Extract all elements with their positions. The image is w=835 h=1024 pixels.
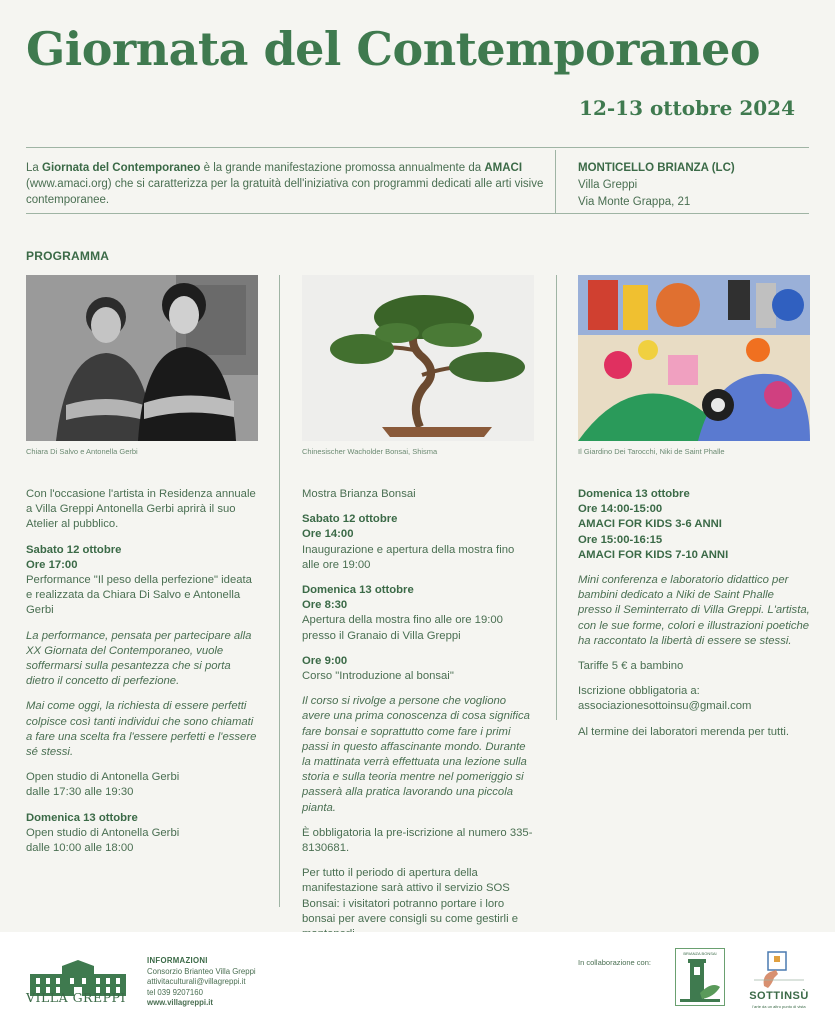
col2-day-sunday: Domenica 13 ottobre [302, 584, 414, 597]
col3-time-1: Ore 14:00-15:00 [578, 503, 663, 516]
intro-t3: (www.amaci.org) che si caratterizza per la gratuità dell'iniziativa con programmi dedicati alle arti visive contemporanee. [26, 178, 544, 206]
divider-col1 [279, 275, 280, 907]
col1-description-2: Mai come oggi, la richiesta di essere perfetti colpisce così tanti individui che sono chiamati a fare una scelta fra l'essere perfetti e l'essere sé stessi. [26, 700, 257, 759]
program-column-2 [302, 275, 534, 952]
villa-greppi-logo-text: VILLA GREPPI [26, 990, 126, 1005]
intro-t2: è la grande manifestazione promossa annualmente da [200, 162, 485, 174]
info-heading: INFORMAZIONI [147, 956, 208, 965]
collaboration-label: In collaborazione con: [578, 958, 651, 967]
program-column-1 [26, 275, 258, 856]
sottinsu-logo-text: SOTTINSÙ [749, 990, 809, 1002]
photo-caption: Il Giardino Dei Tarocchi, Niki de Saint Phalle [578, 447, 725, 456]
col2-day-saturday: Sabato 12 ottobre [302, 513, 398, 526]
col2-text-inauguration: Inaugurazione e apertura della mostra fino alle ore 19:00 [302, 543, 515, 571]
intro-event-name: Giornata del Contemporaneo [42, 162, 201, 174]
intro-t1: La [26, 162, 42, 174]
sottinsu-hand-icon [744, 950, 814, 990]
photo-caption: Chiara Di Salvo e Antonella Gerbi [26, 447, 138, 456]
col1-day-sunday: Domenica 13 ottobre [26, 811, 138, 824]
col1-open-studio-2-time: dalle 10:00 alle 18:00 [26, 842, 134, 855]
venue-info [578, 160, 735, 211]
bonsai-illustration [302, 275, 534, 441]
col3-kids-7-10: AMACI FOR KIDS 7-10 ANNI [578, 548, 729, 561]
col3-email-link[interactable]: associazionesottoinsu@gmail.com [578, 700, 752, 713]
col3-kids-3-6: AMACI FOR KIDS 3-6 ANNI [578, 518, 722, 531]
info-email-link[interactable]: attivitaculturali@villagreppi.it [147, 977, 246, 986]
divider-mid [26, 213, 809, 214]
artists-photo-illustration [26, 275, 258, 441]
footer-info [147, 956, 256, 1009]
sottinsu-logo [744, 950, 814, 1010]
col2-text-opening: Apertura della mostra fino alle ore 19:00 presso il Granaio di Villa Greppi [302, 614, 503, 642]
col2-text-course: Corso "Introduzione al bonsai" [302, 670, 454, 683]
intro-text [26, 160, 546, 208]
col2-time-0830: Ore 8:30 [302, 599, 348, 612]
brianza-bonsai-logo-text: BRIANZA BONSAI [683, 951, 717, 956]
info-website-link[interactable]: www.villagreppi.it [147, 998, 213, 1007]
venue-address: Via Monte Grappa, 21 [578, 196, 691, 208]
col3-day-sunday: Domenica 13 ottobre [578, 488, 690, 500]
program-heading: PROGRAMMA [26, 249, 110, 263]
info-phone: tel 039 9207160 [147, 987, 203, 997]
col2-sos-bonsai: Per tutto il periodo di apertura della manifestazione sarà attivo il servizio SOS Bonsai: i visitatori potranno portare i loro bonsai per avere consigli su come gestirli e [302, 867, 519, 925]
divider-top [26, 147, 809, 148]
tarot-garden-illustration [578, 275, 810, 441]
brianza-bonsai-logo [675, 948, 725, 1006]
col1-time-1700: Ore 17:00 [26, 558, 78, 571]
photo-tarot-garden [578, 275, 810, 441]
intro-amaci: AMACI [484, 162, 523, 174]
col3-description: Mini conferenza e laboratorio didattico per bambini dedicato a Niki de Saint Phalle presso il Seminterrato di Villa Greppi. L'artista, con le sue forme, colori e illustrazioni poetiche ha raccontato la libertà di essere se stessi. [578, 574, 810, 647]
col3-time-2: Ore 15:00-16:15 [578, 533, 663, 546]
col1-open-studio-1-time: dalle 17:30 alle 19:30 [26, 786, 134, 799]
event-dates: 12-13 ottobre 2024 [579, 96, 795, 120]
venue-name: Villa Greppi [578, 179, 638, 191]
col1-description-1: La performance, pensata per partecipare alla XX Giornata del Contemporaneo, vuole soffermarsi sulla pesantezza che si porta dietro il concetto di perfezione. [26, 629, 252, 688]
page-title: Giornata del Contemporaneo [26, 22, 761, 76]
photo-bonsai [302, 275, 534, 441]
col1-open-studio-1: Open studio di Antonella Gerbi [26, 771, 180, 784]
photo-artists [26, 275, 258, 441]
col1-open-studio-2: Open studio di Antonella Gerbi [26, 826, 180, 839]
col3-registration: Iscrizione obbligatoria a: [578, 685, 700, 698]
col3-price: Tariffe 5 € a bambino [578, 660, 684, 673]
col2-registration: È obbligatoria la pre-iscrizione al numero 335-8130681. [302, 826, 533, 855]
col1-intro: Con l'occasione l'artista in Residenza annuale a Villa Greppi Antonella Gerbi aprirà il suo Atelier al pubblico. [26, 488, 256, 531]
col2-description: Il corso si rivolge a persone che vogliono avere una prima conoscenza di cosa significa fare bonsai e soprattutto come fare i primi passi in questo affascinante mondo. Durante la mattinata verrà effettuata una lezione sulla storia e sulla teoria mentre nel pomeriggio si passerà alla pratica lavorando una piccola pianta. [302, 695, 530, 814]
bonsai-tower-icon [676, 953, 724, 1005]
venue-city: MONTICELLO BRIANZA (LC) [578, 162, 735, 174]
col2-time-0900: Ore 9:00 [302, 654, 348, 667]
col3-snack: Al termine dei laboratori merenda per tutti. [578, 725, 789, 738]
divider-col2 [556, 275, 557, 720]
sottinsu-logo-subtitle: l'arte da un altro punto di vista [752, 1004, 806, 1009]
info-org: Consorzio Brianteo Villa Greppi [147, 966, 256, 976]
col2-title: Mostra Brianza Bonsai [302, 488, 416, 500]
col1-performance: Performance "Il peso della perfezione" ideata e realizzata da Chiara Di Salvo e Antonella Gerbi [26, 574, 252, 617]
col1-day-saturday: Sabato 12 ottobre [26, 543, 122, 556]
program-column-3 [578, 275, 810, 750]
divider-intro-vertical [555, 150, 556, 213]
photo-caption: Chinesischer Wacholder Bonsai, Shisma [302, 447, 438, 456]
col2-time-1400: Ore 14:00 [302, 528, 354, 541]
footer [0, 932, 835, 1024]
